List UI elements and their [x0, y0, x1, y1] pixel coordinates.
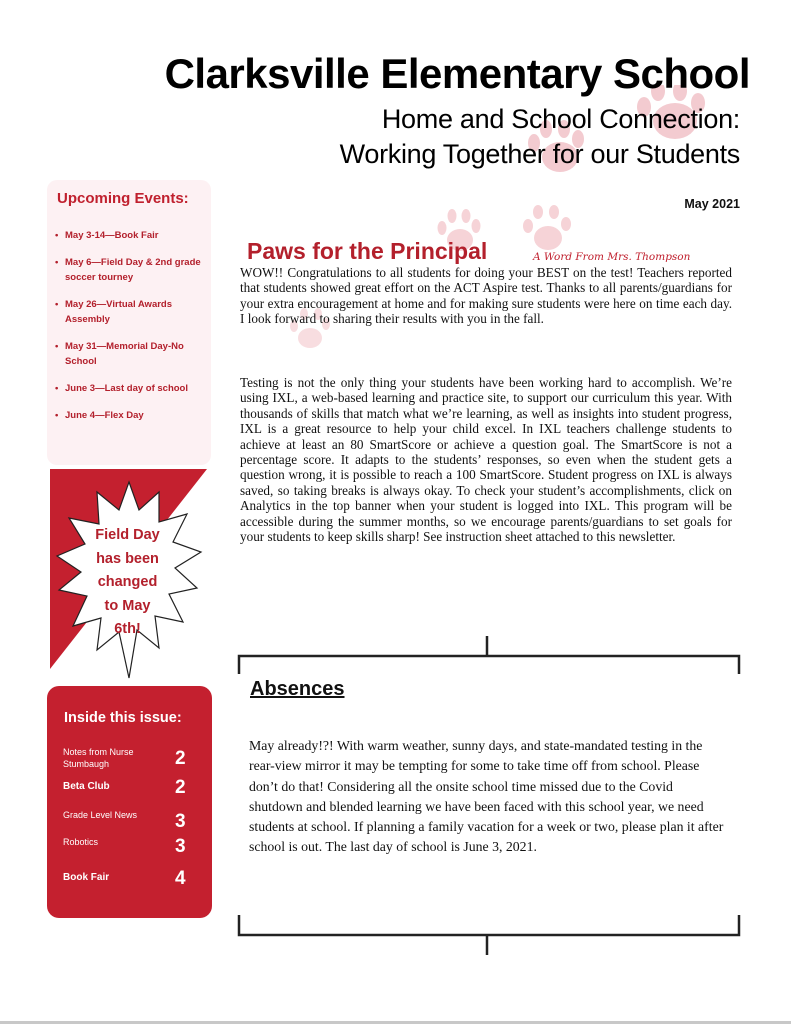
absences-paragraph: May already!?! With warm weather, sunny days, and state-mandated testing in the rear-view mirror it may be tempting for some to take time off from school. Please don’t do that! Considering all the onsite school time missed due to the Covid shutdown and blended learning we have been faced with this school year, we need students at school. If planning a family vacation for a week or two, please plan it after school is out. The last day of school is June 3, 2021.: [249, 738, 724, 855]
absences-top-bracket: [237, 636, 741, 676]
upcoming-events-box: [47, 180, 211, 465]
list-item: • June 3—Last day of school: [55, 381, 207, 396]
issue-page: 3: [175, 836, 186, 857]
callout-line: changed: [97, 574, 158, 590]
issue-page: 3: [175, 811, 186, 832]
issue-topic: Book Fair: [63, 872, 110, 883]
list-item: • May 31—Memorial Day-No School: [55, 339, 207, 369]
principal-heading: Paws for the Principal: [247, 238, 488, 264]
newsletter-subtitle: [240, 102, 740, 172]
upcoming-events-heading: Upcoming Events:: [57, 190, 189, 207]
callout-line: Field Day: [95, 527, 160, 543]
issue-page: 2: [175, 777, 186, 798]
table-row: [63, 870, 203, 898]
issue-topic: Notes from Nurse Stumbaugh: [63, 747, 134, 769]
absences-heading: Absences: [250, 678, 345, 700]
list-item: • May 26—Virtual Awards Assembly: [55, 297, 207, 327]
issue-date: May 2021: [684, 197, 740, 211]
table-row: [63, 779, 203, 807]
callout-line: to May: [104, 597, 151, 614]
list-item: • June 4—Flex Day: [55, 408, 207, 423]
absences-bottom-bracket: [237, 915, 741, 957]
inside-heading: Inside this issue:: [64, 710, 182, 726]
callout-line: has been: [96, 550, 159, 567]
issue-page: 4: [175, 868, 186, 889]
field-day-callout: [80, 524, 175, 642]
principal-paragraph-1: WOW!! Congratulations to all students for doing your BEST on the test! Teachers reported that students showed great effort on the ACT Aspire test. Thanks to all parents/guardians for your extra encouragement at home and for making sure students were here on time each day. I look forward to sharing their results with you in the fall.: [240, 265, 732, 327]
subtitle-line-1: Home and School Connection:: [381, 104, 740, 134]
issue-topic: Robotics: [63, 837, 99, 847]
list-item: • May 6—Field Day & 2nd grade soccer tourney: [55, 255, 207, 285]
events-list: [55, 228, 207, 435]
principal-byline: A Word From Mrs. Thompson: [533, 251, 691, 263]
issue-page: 2: [175, 748, 186, 769]
issue-topic: Grade Level News: [63, 810, 138, 820]
table-row: [63, 744, 203, 774]
school-title: Clarksville Elementary School: [164, 50, 750, 97]
inside-this-issue-box: [47, 686, 212, 918]
list-item: • May 3-14—Book Fair: [55, 228, 207, 243]
principal-paragraph-2: Testing is not the only thing your students have been working hard to accomplish. We’re using IXL, a web-based learning and practice site, to support our curriculum this year. With thousands of skills that match what we’re learning, as well as insights into student progress, IXL is a great resource to help your child excel. In IXL teachers challenge students to achieve at least an 80 SmartScore or achieve a question goal. The SmartScore is not a percentage score. It adapts to the students’ responses, so even when the student gets a question wrong, it is possible to reach a 100 SmartScore. Student progress on IXL is always saved, so taking breaks is always okay. To check your student’s accomplishments, click on Analytics in the top banner when your student is logged into IXL. This program will be accessible during the summer months, so we encourage parents/guardians to set goals for your students to keep skills sharp! See instruction sheet attached to this newsletter.: [240, 375, 732, 545]
issue-topic: Beta Club: [63, 781, 110, 792]
table-row: [63, 834, 203, 862]
subtitle-line-2: Working Together for our Students: [339, 139, 740, 169]
table-row: [63, 807, 203, 835]
callout-line: 6th!: [114, 621, 141, 637]
